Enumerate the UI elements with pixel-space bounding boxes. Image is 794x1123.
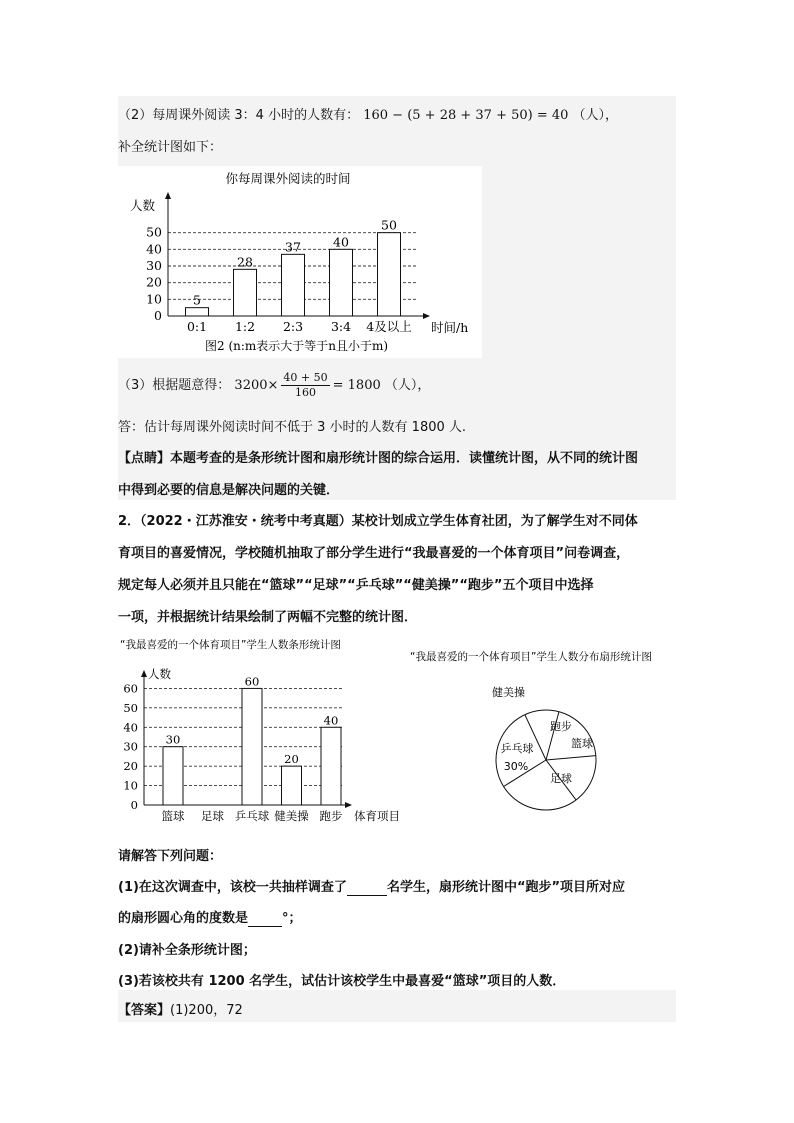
y-tick-label: 30: [146, 258, 162, 273]
complete-text: 补全统计图如下：: [118, 140, 223, 155]
q2-line: (2)请补全条形统计图；: [118, 943, 256, 958]
part3-formula-right: = 1800: [332, 378, 381, 393]
bar: [321, 727, 341, 805]
bar: [163, 747, 183, 805]
y-tick-label: 50: [146, 224, 162, 240]
x-tick-label: 3:4: [330, 319, 352, 334]
y-tick-label: 20: [123, 759, 138, 774]
part3-denominator: 160: [295, 386, 317, 399]
chart3-percent-pingpang: 30%: [503, 760, 529, 773]
bar: [282, 766, 302, 805]
bar: [282, 254, 305, 316]
x-tick-label: 乒乓球: [234, 809, 270, 823]
answer-value: (1)200，72: [170, 1003, 243, 1018]
answer-label: 【答案】: [118, 1003, 171, 1018]
q1-blank-angle: [248, 911, 282, 927]
answer-line: [118, 999, 243, 1018]
y-tick-label: 60: [123, 681, 138, 696]
sports-bar-chart: [118, 634, 418, 830]
q1-text-d: °；: [282, 911, 302, 926]
instructions: 请解答下列问题：: [118, 849, 223, 864]
y-tick-label: 10: [123, 778, 138, 793]
chart2-ylabel: 人数: [148, 667, 171, 681]
question2-line3: 规定每人必须并且只能在“篮球”“足球”“乒乓球”“健美操”“跑步”五个项目中选择: [118, 578, 594, 593]
part3-text: （3）根据题意得：: [118, 378, 231, 393]
reading-time-chart: [118, 166, 482, 358]
chart3-label-zuqiu: 足球: [550, 772, 572, 785]
part2-unit: （人），: [572, 108, 619, 123]
bar-data-label: 5: [193, 292, 201, 308]
chart1-ylabel: 人数: [130, 198, 156, 213]
bar-data-label: 30: [165, 732, 181, 747]
x-tick-label: 2:3: [282, 319, 304, 334]
part3-formula-left: 3200×: [234, 378, 279, 393]
chart1-title: 你每周课外阅读的时间: [225, 171, 351, 186]
sports-pie-chart: [408, 644, 676, 814]
chart1-xlabel: 时间/h: [431, 320, 469, 335]
bar-data-label: 50: [381, 217, 397, 233]
bar-data-label: 37: [285, 239, 301, 255]
part2-line: [118, 104, 618, 123]
part3-numerator: 40 + 50: [283, 371, 328, 384]
chart3-label-jianmeicao: 健美操: [492, 686, 525, 699]
x-tick-label: 健美操: [274, 809, 309, 823]
y-tick-label: 0: [154, 308, 162, 323]
x-tick-label: 跑步: [319, 809, 343, 823]
comment-line1: 【点睛】本题考查的是条形统计图和扇形统计图的综合运用．读懂统计图，从不同的统计图: [118, 451, 639, 466]
chart3-label-pingpang: 乒乓球: [500, 742, 534, 755]
bar: [242, 688, 262, 805]
bar-data-label: 40: [333, 234, 349, 250]
question2-line4: 一项，并根据统计结果绘制了两幅不完整的统计图．: [118, 610, 418, 625]
q3-line: (3)若该校共有 1200 名学生，试估计该校学生中最喜爱“篮球”项目的人数．: [118, 974, 566, 989]
question2-line1: 2．（2022・江苏淮安・统考中考真题）某校计划成立学生体育社团，为了解学生对不同体: [118, 514, 638, 529]
question2-line2: 育项目的喜爱情况，学校随机抽取了部分学生进行“我最喜爱的一个体育项目”问卷调查，: [118, 546, 630, 561]
chart3-label-paobu: 跑步: [550, 720, 572, 733]
part2-formula: 160 − (5 + 28 + 37 + 50) = 40: [363, 108, 569, 123]
bar: [234, 269, 257, 316]
chart1-caption: 图2 (n:m表示大于等于n且小于m): [205, 339, 389, 353]
part2-text: （2）每周课外阅读 3：4 小时的人数有：: [118, 108, 360, 123]
y-tick-label: 20: [146, 274, 162, 290]
comment-line2: 中得到必要的信息是解决问题的关键．: [118, 483, 340, 498]
x-tick-label: 0:1: [186, 319, 208, 334]
bar-data-label: 60: [244, 674, 260, 689]
y-tick-label: 40: [146, 241, 162, 257]
x-tick-label: 篮球: [161, 809, 185, 823]
bar: [186, 308, 209, 316]
x-tick-label: 1:2: [234, 319, 256, 334]
bar: [378, 233, 401, 316]
x-tick-label: 4及以上: [366, 319, 412, 334]
bar-data-label: 20: [284, 752, 299, 767]
q1-line: [118, 876, 625, 896]
y-tick-label: 50: [123, 700, 138, 715]
chart2-x-arrow: [345, 802, 352, 808]
q1-line2: [118, 907, 302, 927]
y-tick-label: 40: [123, 720, 138, 735]
bar: [330, 249, 353, 316]
bar-data-label: 28: [237, 254, 253, 270]
chart2-xlabel: 体育项目: [354, 809, 400, 823]
chart2-title: “我最喜爱的一个体育项目”学生人数条形统计图: [120, 639, 341, 651]
q1-text-c: 的扇形圆心角的度数是: [118, 911, 249, 926]
chart3-title: “我最喜爱的一个体育项目”学生人数分布扇形统计图: [410, 651, 652, 663]
y-tick-label: 0: [130, 798, 138, 812]
part3-unit: （人），: [384, 378, 431, 393]
part3-fraction: [281, 371, 329, 400]
part3-line: [118, 371, 430, 400]
answer-statement: 答：估计每周课外阅读时间不低于 3 小时的人数有 1800 人.: [118, 420, 467, 435]
q1-text-a: (1)在这次调查中，该校一共抽样调查了: [118, 880, 347, 895]
q1-text-b: 名学生，扇形统计图中“跑步”项目所对应: [386, 880, 626, 895]
x-tick-label: 足球: [201, 809, 224, 823]
q1-blank-count: [347, 880, 387, 896]
chart2-y-arrow: [141, 670, 147, 677]
y-tick-label: 30: [123, 739, 138, 754]
chart3-label-lanqiu: 篮球: [571, 737, 593, 750]
y-tick-label: 10: [146, 291, 162, 307]
bar-data-label: 40: [323, 713, 339, 728]
